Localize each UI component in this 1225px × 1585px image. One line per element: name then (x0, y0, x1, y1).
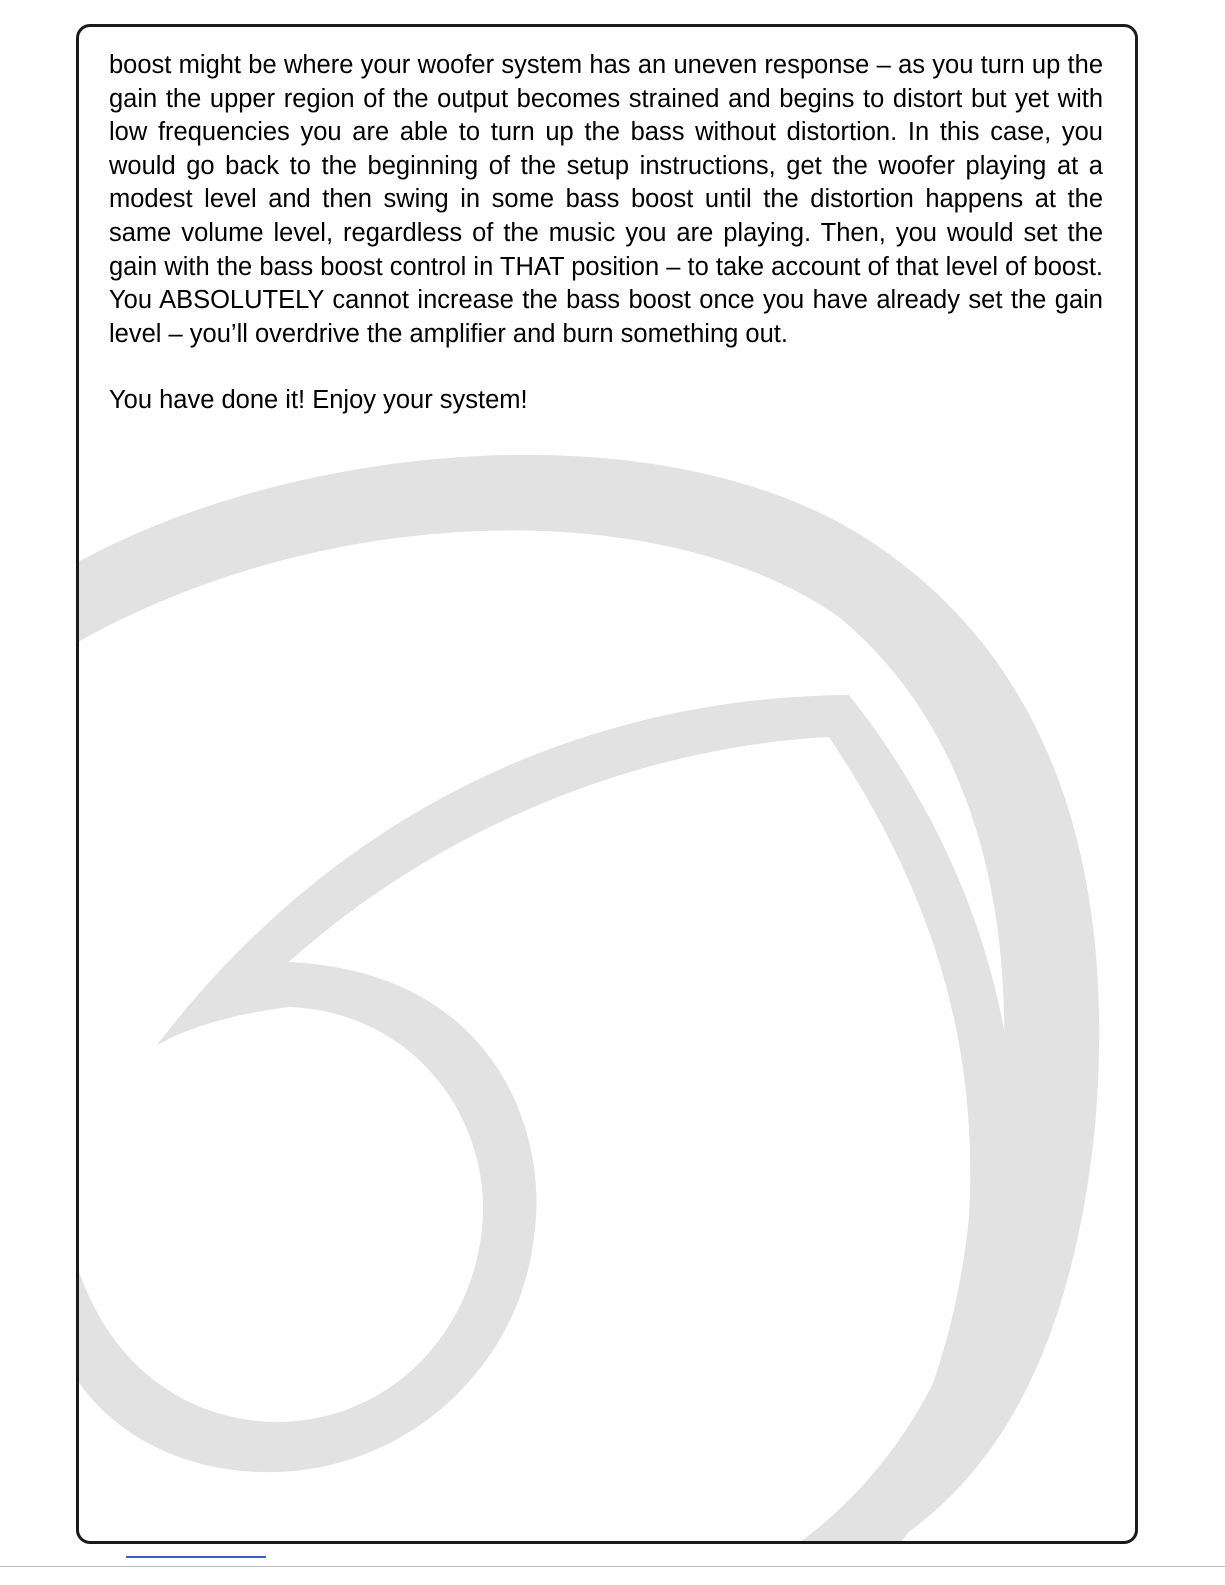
page-footer-rule (0, 1566, 1225, 1567)
body-paragraph: boost might be where your woofer system has an uneven response – as you turn up the gain the upper region of the output becomes strained and begins to distort but yet with low frequencies you are able to turn up the bass without distortion. In this case, you would go back to the beginning of the setup instructions, get the woofer playing at a modest level and then swing in some bass boost until the distortion happens at the same volume level, regardless of the music you are playing. Then, you would set the gain with the bass boost control in THAT position – to take account of that level of boost. You ABSOLUTELY cannot increase the bass boost once you have already set the gain level – you’ll overdrive the amplifier and burn something out. (109, 51, 1103, 348)
closing-line: You have done it! Enjoy your system! (109, 386, 528, 415)
page-footer-link-mark (126, 1556, 266, 1558)
page-frame (76, 24, 1138, 1544)
document-body (79, 27, 1135, 418)
